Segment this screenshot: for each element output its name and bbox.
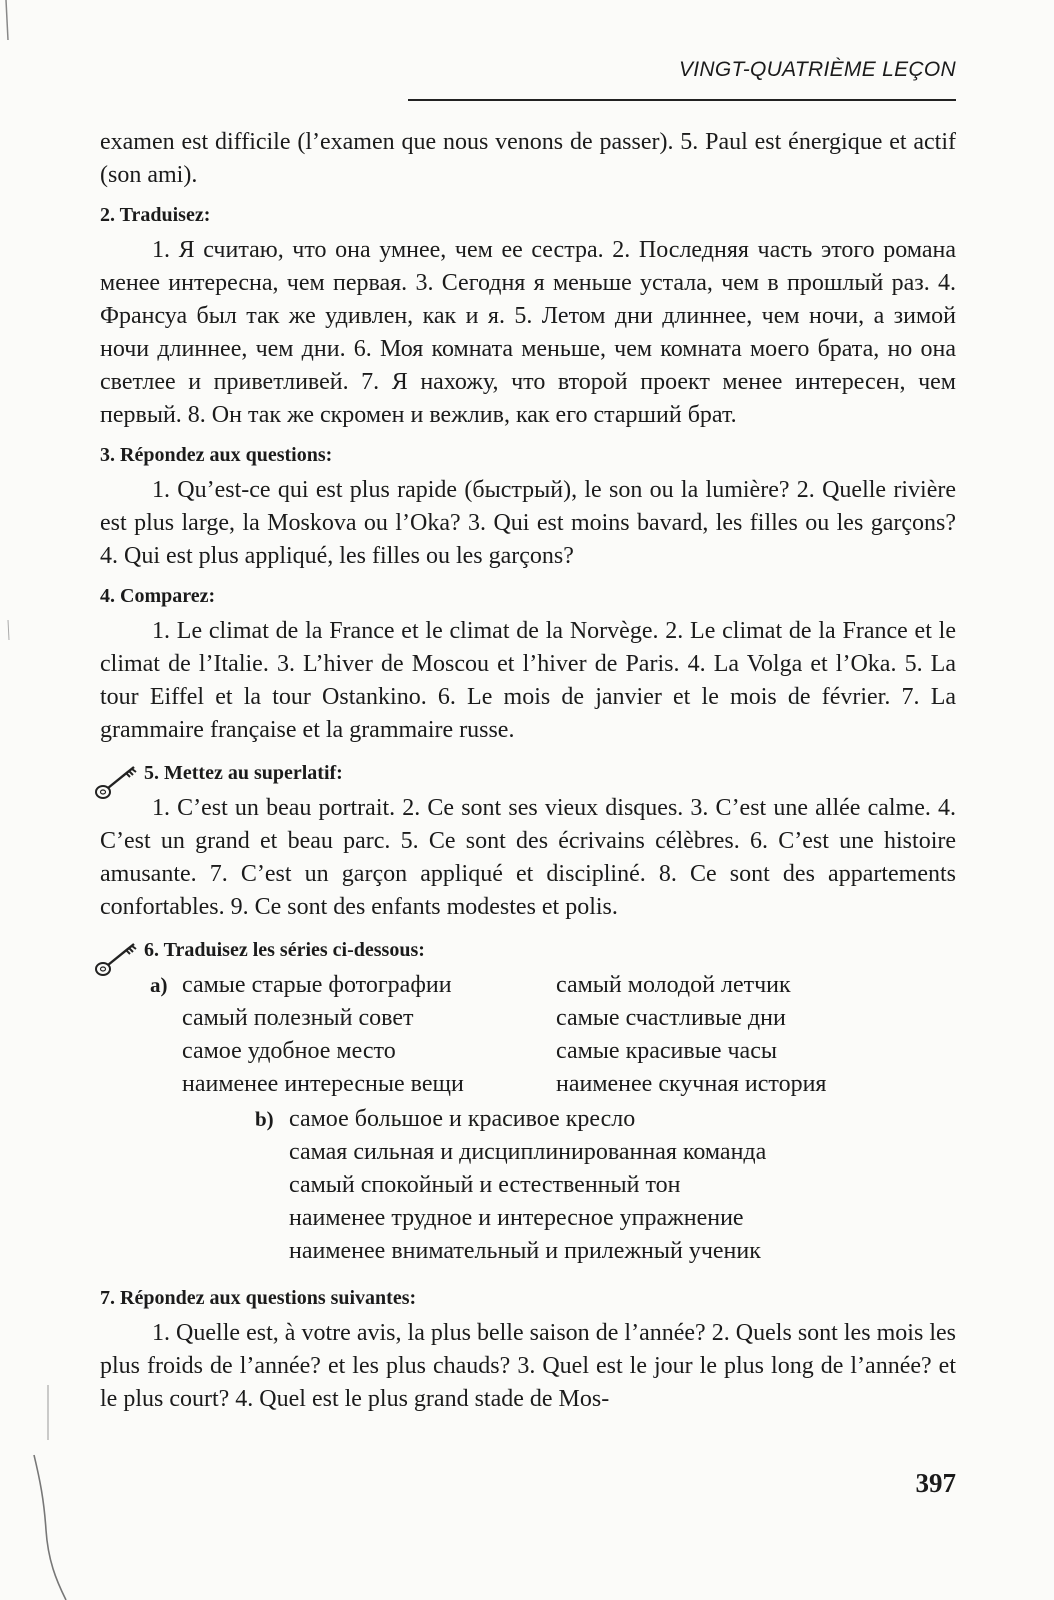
exercise-4-text: 1. Le climat de la France et le climat de la Norvège. 2. Le climat de la France et le climat de l’Italie. 3. L’hiver de Moscou et l’hiver de Paris. 4. La Volga et l’Oka. 5. La tour Eiffel et la tour Ostankino. 6. Le mois de janvier et le mois de février. 7. La grammaire française et la grammaire russe. — [100, 618, 956, 743]
list-a-right-column — [556, 969, 956, 1101]
list-item: самое удобное место — [182, 1038, 396, 1064]
list-item: самые счастливые дни — [556, 1005, 786, 1031]
list-item: самая сильная и дисциплинированная команда — [289, 1139, 767, 1165]
list-item: самые красивые часы — [556, 1038, 777, 1064]
exercise-5-text: 1. C’est un beau portrait. 2. Ce sont ses vieux disques. 3. C’est une allée calme. 4. C’est un grand et beau parc. 5. Ce sont des écrivains célèbres. 6. C’est une histoire amusante. 7. C’est un garçon appliqué et discipliné. 8. Ce sont des appartements confortables. 9. Ce sont des enfants modestes et polis. — [100, 795, 956, 920]
list-item: самый молодой летчик — [556, 972, 791, 998]
exercise-2-heading: 2. Traduisez: — [100, 204, 211, 226]
exercise-5-heading: 5. Mettez au superlatif: — [144, 762, 343, 784]
list-b-column — [289, 1103, 956, 1268]
list-item: наименее интересные вещи — [182, 1071, 464, 1097]
running-head-rule — [408, 99, 956, 101]
list-item: наименее внимательный и прилежный ученик — [289, 1238, 761, 1264]
list-item: самый полезный совет — [182, 1005, 414, 1031]
scan-edge-marks — [0, 0, 80, 1600]
running-head: VINGT-QUATRIÈME LEÇON — [678, 58, 956, 81]
exercise-2-text: 1. Я считаю, что она умнее, чем ее сестра. 2. Последняя часть этого романа менее интересна, чем первая. 3. Сегодня я меньше устала, чем в прошлый раз. 4. Франсуа был так же удивлен, как и я. 5. Летом дни длиннее, чем ночи, а зимой ночи длиннее, чем дни. 6. Моя комната меньше, чем комната моего брата, но она светлее и приветливей. 7. Я нахожу, что второй проект менее интересен, чем первый. 8. Он так же скромен и вежлив, как его старший брат. — [100, 237, 956, 428]
key-icon — [94, 938, 140, 978]
page-content — [100, 126, 956, 1416]
key-icon — [94, 761, 140, 801]
list-item: самое большое и красивое кресло — [289, 1106, 636, 1132]
page-number: 397 — [915, 1468, 956, 1498]
list-b-marker: b) — [255, 1107, 274, 1131]
list-item: самый спокойный и естественный тон — [289, 1172, 681, 1198]
exercise-3-text: 1. Qu’est-ce qui est plus rapide (быстрый), le son ou la lumière? 2. Quelle rivière est plus large, la Moskova ou l’Oka? 3. Qui est moins bavard, les filles ou les garçons? 4. Qui est plus appliqué, les filles ou les garçons? — [100, 477, 956, 569]
exercise-3-heading: 3. Répondez aux questions: — [100, 444, 333, 466]
exercise-7-text: 1. Quelle est, à votre avis, la plus belle saison de l’année? 2. Quels sont les mois les plus froids de l’année? et les plus chauds? 3. Quel est le jour le plus long de l’année? et le plus court? 4. Quel est le plus grand stade de Mos- — [100, 1320, 956, 1412]
list-item: наименее трудное и интересное упражнение — [289, 1205, 744, 1231]
exercise-4-heading: 4. Comparez: — [100, 585, 216, 607]
list-item: наименее скучная история — [556, 1071, 827, 1097]
exercise-5-heading-row — [100, 759, 956, 787]
exercise-6-heading: 6. Traduisez les séries ci-dessous: — [144, 939, 425, 961]
exercise-6-heading-row — [100, 936, 956, 964]
exercise-7-heading: 7. Répondez aux questions suivantes: — [100, 1287, 417, 1309]
list-item: самые старые фотографии — [182, 972, 452, 998]
list-a-left-column — [182, 969, 556, 1101]
continuation-paragraph: examen est difficile (l’examen que nous venons de passer). 5. Paul est énergique et actif (son ami). — [100, 129, 956, 188]
series-list-a — [150, 969, 956, 1101]
series-list-b — [255, 1103, 956, 1268]
list-a-marker: a) — [150, 973, 168, 997]
